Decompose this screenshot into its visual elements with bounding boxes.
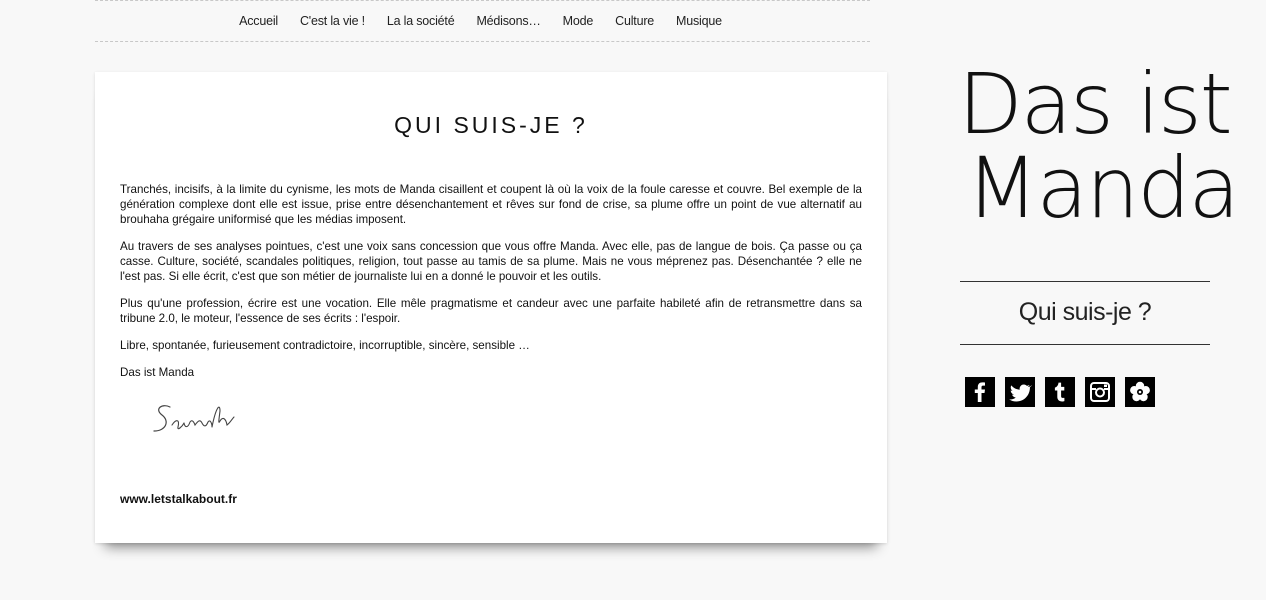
top-navigation — [95, 0, 870, 42]
sidebar-divider — [960, 344, 1210, 345]
nav-item-medisons[interactable]: Médisons… — [476, 14, 541, 28]
nav-item-musique[interactable]: Musique — [676, 14, 722, 28]
site-link[interactable]: www.letstalkabout.fr — [120, 492, 237, 506]
logo-line-1: Das ist — [958, 55, 1231, 153]
social-links — [965, 377, 1155, 407]
nav-menu — [228, 14, 733, 28]
sidebar-divider — [960, 281, 1210, 282]
article-card — [95, 72, 887, 543]
facebook-icon[interactable] — [965, 377, 995, 407]
nav-item-cest-la-vie[interactable]: C'est la vie ! — [299, 14, 365, 28]
logo-line-2: Manda — [966, 139, 1238, 237]
article-paragraph: Tranchés, incisifs, à la limite du cynisme, les mots de Manda cisaillent et coupent là où la voix de la foule caresse et couvre. Bel exemple de la génération complexe dont elle est issue, prise entre désenchantement et rêves sur fond de crise, sa plume offre un point de vue alternatif au brouhaha grégaire uniformisé que les médias imposent. — [120, 183, 862, 226]
nav-item-culture[interactable]: Culture — [615, 14, 655, 28]
nav-item-mode[interactable]: Mode — [562, 14, 594, 28]
site-logo[interactable] — [958, 55, 1238, 237]
sidebar-section-title[interactable]: Qui suis-je ? — [1018, 298, 1152, 326]
instagram-icon[interactable] — [1085, 377, 1115, 407]
tumblr-icon[interactable] — [1045, 377, 1075, 407]
nav-item-accueil[interactable]: Accueil — [239, 14, 278, 28]
article-paragraph: Plus qu'une profession, écrire est une vocation. Elle mêle pragmatisme et candeur avec une parfaite habileté afin de retransmettre dans sa tribune 2.0, le moteur, l'essence de ses écrits : l'espoir. — [120, 297, 862, 325]
signature-image — [150, 397, 245, 442]
article-paragraph: Das ist Manda — [120, 366, 195, 379]
nav-item-la-la-societe[interactable]: La la société — [386, 14, 455, 28]
twitter-icon[interactable] — [1005, 377, 1035, 407]
flower-icon[interactable] — [1125, 377, 1155, 407]
article-body — [120, 182, 862, 392]
article-paragraph: Au travers de ses analyses pointues, c'est une voix sans concession que vous offre Manda. Avec elle, pas de langue de bois. Ça passe ou ça casse. Culture, société, scandales politiques, religion, tout passe au tamis de sa plume. Mais ne vous méprenez pas. Désenchantée ? elle ne l'est pas. Si elle écrit, c'est que son métier de journaliste lui en a donné le pouvoir et les outils. — [120, 240, 862, 283]
article-paragraph: Libre, spontanée, furieusement contradictoire, incorruptible, sincère, sensible … — [120, 339, 530, 352]
page-title: QUI SUIS-JE ? — [394, 112, 588, 138]
